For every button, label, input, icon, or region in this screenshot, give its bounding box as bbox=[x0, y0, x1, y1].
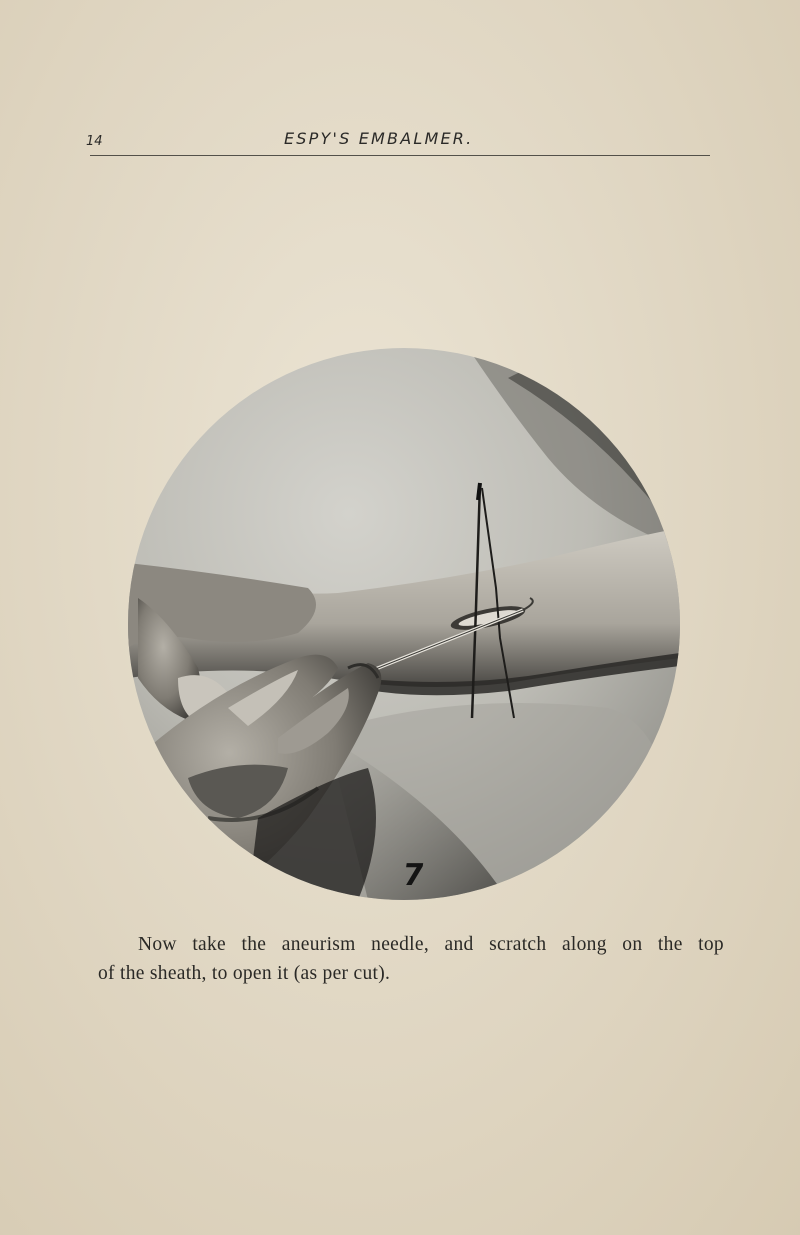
figure-number: 7 bbox=[400, 858, 427, 893]
arm-photograph-icon bbox=[128, 348, 680, 900]
running-title: ESPY'S EMBALMER. bbox=[284, 129, 474, 148]
page-number: 14 bbox=[86, 134, 103, 149]
caption-paragraph bbox=[98, 930, 724, 988]
caption-line-1: Now take the aneurism needle, and scratch along on the top bbox=[138, 934, 724, 955]
header-rule bbox=[90, 155, 710, 156]
figure-photograph bbox=[128, 348, 680, 900]
caption-line-2: of the sheath, to open it (as per cut). bbox=[98, 963, 391, 984]
